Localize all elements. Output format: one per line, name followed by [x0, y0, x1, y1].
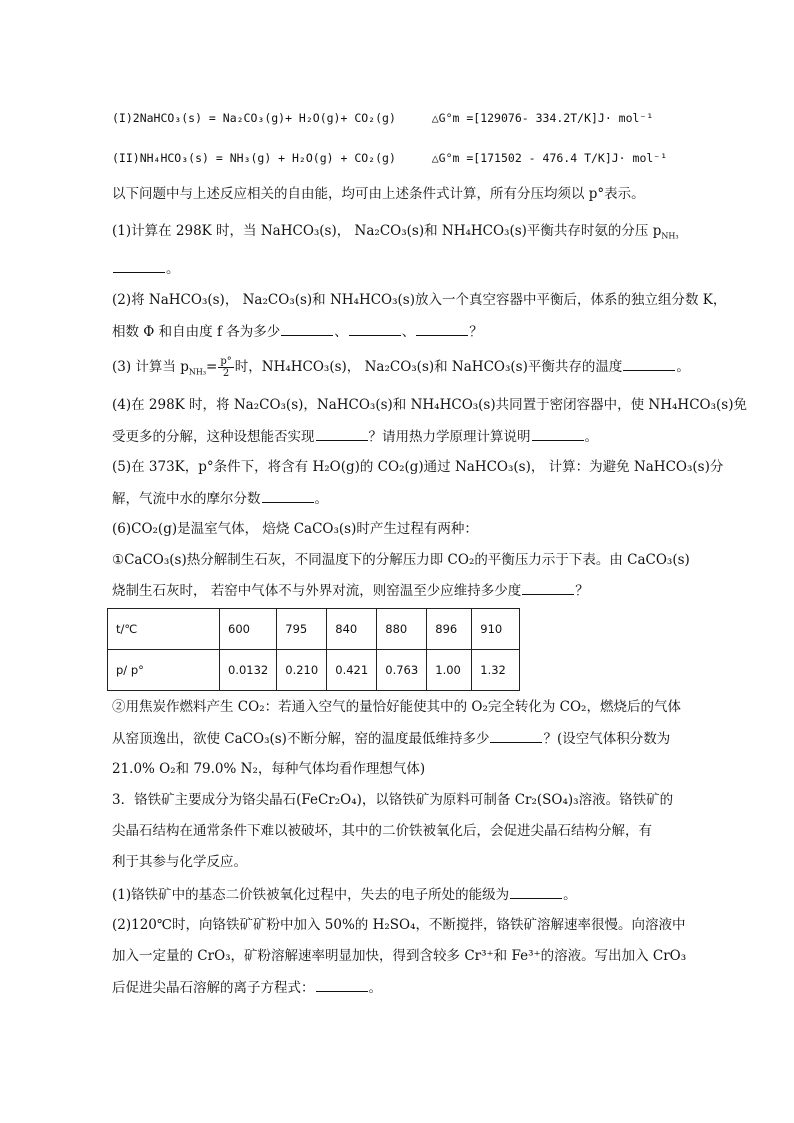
question-5-cont: [112, 488, 328, 509]
question-6-text: 烧制生石灰时， 若窑中气体不与外界对流，则窑温至少应维持多少度: [112, 583, 522, 599]
punctuation: 。: [563, 887, 577, 903]
problem-3-question-2-text: 后促进尖晶石溶解的离子方程式：: [112, 980, 315, 996]
table-cell: 0.763: [377, 650, 427, 691]
question-1-answer: [112, 258, 180, 279]
table-cell: 0.210: [277, 650, 327, 691]
punctuation: 。: [676, 359, 690, 375]
fraction-denominator: 2: [222, 368, 230, 379]
nh3-subscript: NH₃: [661, 231, 679, 241]
punctuation: 。: [368, 980, 382, 996]
problem-3-question-1: [112, 884, 577, 905]
reaction-2-gibbs: △G°m =[171502 - 476.4 T/K]J· mol⁻¹: [431, 151, 668, 165]
table-cell: 1.32: [472, 650, 520, 691]
answer-blank[interactable]: [510, 884, 562, 899]
separator: 、: [401, 324, 416, 340]
equals-sign: =: [206, 359, 218, 375]
question-6-part-2-end: 21.0% O₂和 79.0% N₂，每种气体均看作理想气体): [112, 761, 426, 777]
problem-3-question-2: (2)120℃时，向铬铁矿矿粉中加入 50%的 H₂SO₄，不断搅拌，铬铁矿溶解速率很慢。向溶液中: [112, 917, 686, 933]
answer-blank[interactable]: [113, 258, 165, 273]
question-6-text-3: ？(设空气体积分数为: [543, 731, 671, 747]
table-cell: 910: [472, 609, 520, 650]
problem-3-question-2-end: [112, 977, 382, 998]
question-6-part-2: ②用焦炭作燃料产生 CO₂：若通入空气的量恰好能使其中的 O₂完全转化为 CO₂，燃烧后的气体: [112, 699, 681, 715]
question-5: (5)在 373K，p°条件下，将含有 H₂O(g)的 CO₂(g)通过 NaHCO₃(s)， 计算：为避免 NaHCO₃(s)分: [112, 459, 724, 475]
table-cell: 0.421: [327, 650, 377, 691]
table-cell: 840: [327, 609, 377, 650]
problem-3-intro: 3．铬铁矿主要成分为铬尖晶石(FeCr₂O₄)，以铬铁矿为原料可制备 Cr₂(SO₄)₃溶液。铬铁矿的: [112, 792, 674, 808]
answer-blank[interactable]: [623, 356, 675, 371]
reaction-1-equation: (I)2NaHCO₃(s) = Na₂CO₃(g)+ H₂O(g)+ CO₂(g): [112, 111, 396, 125]
problem-3-question-1-text: (1)铬铁矿中的基态二价铁被氧化过程中，失去的电子所处的能级为: [112, 887, 510, 903]
question-4-text: 受更多的分解，这种设想能否实现: [112, 429, 315, 445]
question-2: (2)将 NaHCO₃(s)， Na₂CO₃(s)和 NH₄HCO₃(s)放入一个真空容器中平衡后，体系的独立组分数 K，: [112, 292, 727, 308]
punctuation: ？: [575, 583, 589, 599]
reaction-2-equation: (II)NH₄HCO₃(s) = NH₃(g) + H₂O(g) + CO₂(g): [112, 151, 396, 165]
reaction-2: [112, 148, 667, 168]
table-cell: 1.00: [427, 650, 472, 691]
table-cell: 896: [427, 609, 472, 650]
table-cell: 600: [220, 609, 277, 650]
problem-3-intro-3: 利于其参与化学反应。: [112, 854, 247, 870]
table-cell: 795: [277, 609, 327, 650]
punctuation: 。: [584, 429, 598, 445]
table-row-pressure: [108, 650, 520, 691]
table-cell: 0.0132: [220, 650, 277, 691]
reaction-1-gibbs: △G°m =[129076- 334.2T/K]J· mol⁻¹: [431, 111, 654, 125]
question-6: (6)CO₂(g)是温室气体， 焙烧 CaCO₃(s)时产生过程有两种：: [112, 521, 478, 537]
punctuation: 。: [166, 261, 180, 277]
nh3-subscript: NH₃: [188, 367, 207, 377]
question-4-cont: [112, 426, 598, 447]
question-6-part-1: ①CaCO₃(s)热分解制生石灰，不同温度下的分解压力即 CO₂的平衡压力示于下表。由 CaCO₃(s): [112, 552, 690, 568]
answer-blank[interactable]: [490, 728, 542, 743]
answer-blank-k[interactable]: [281, 321, 333, 336]
problem-3-question-2-cont: 加入一定量的 CrO₃，矿粉溶解速率明显加快，得到含较多 Cr³⁺和 Fe³⁺的溶液。写出加入 CrO₃: [112, 948, 687, 964]
punctuation: ？: [469, 324, 483, 340]
separator: 、: [334, 324, 348, 340]
question-5-text: 解，气流中水的摩尔分数: [112, 491, 261, 507]
answer-blank-2[interactable]: [532, 426, 584, 441]
question-6-part-1-cont: [112, 580, 589, 601]
answer-blank-phi[interactable]: [349, 321, 401, 336]
answer-blank[interactable]: [522, 580, 574, 595]
intro-text: 以下问题中与上述反应相关的自由能，均可由上述条件式计算，所有分压均须以 p°表示。: [112, 186, 645, 202]
table-cell: 880: [377, 609, 427, 650]
question-2-cont: [112, 321, 483, 342]
decomposition-pressure-table: [107, 608, 520, 691]
question-2-text: 相数 Φ 和自由度 f 各为多少: [112, 324, 281, 340]
question-1: [112, 221, 679, 247]
question-4-text-2: ？请用热力学原理计算说明: [368, 429, 531, 445]
fraction-numerator: p°: [220, 356, 232, 367]
reaction-1: [112, 108, 653, 128]
question-3: [112, 356, 690, 383]
question-3-text: (3) 计算当 p: [112, 359, 189, 375]
question-3-text-2: 时，NH₄HCO₃(s)， Na₂CO₃(s)和 NaHCO₃(s)平衡共存的温度: [234, 359, 623, 375]
punctuation: 。: [314, 491, 328, 507]
fraction: [218, 356, 233, 379]
table-header-temperature: t/℃: [108, 609, 220, 650]
table-header-pressure: p/ p°: [108, 650, 220, 691]
answer-blank[interactable]: [316, 426, 368, 441]
answer-blank[interactable]: [262, 488, 314, 503]
question-6-text-2: 从窑顶逸出，欲使 CaCO₃(s)不断分解，窑的温度最低维持多少: [112, 731, 490, 747]
problem-3-intro-2: 尖晶石结构在通常条件下难以被破坏，其中的二价铁被氧化后，会促进尖晶石结构分解，有: [112, 823, 652, 839]
question-4: (4)在 298K 时，将 Na₂CO₃(s)，NaHCO₃(s)和 NH₄HCO₃(s)共同置于密闭容器中，使 NH₄HCO₃(s)免: [112, 397, 747, 413]
answer-blank[interactable]: [316, 977, 368, 992]
question-6-part-2-cont: [112, 728, 670, 749]
answer-blank-f[interactable]: [416, 321, 468, 336]
table-row-temperature: [108, 609, 520, 650]
question-1-text: (1)计算在 298K 时，当 NaHCO₃(s)， Na₂CO₃(s)和 NH₄HCO₃(s)平衡共存时氨的分压 p: [112, 223, 662, 239]
